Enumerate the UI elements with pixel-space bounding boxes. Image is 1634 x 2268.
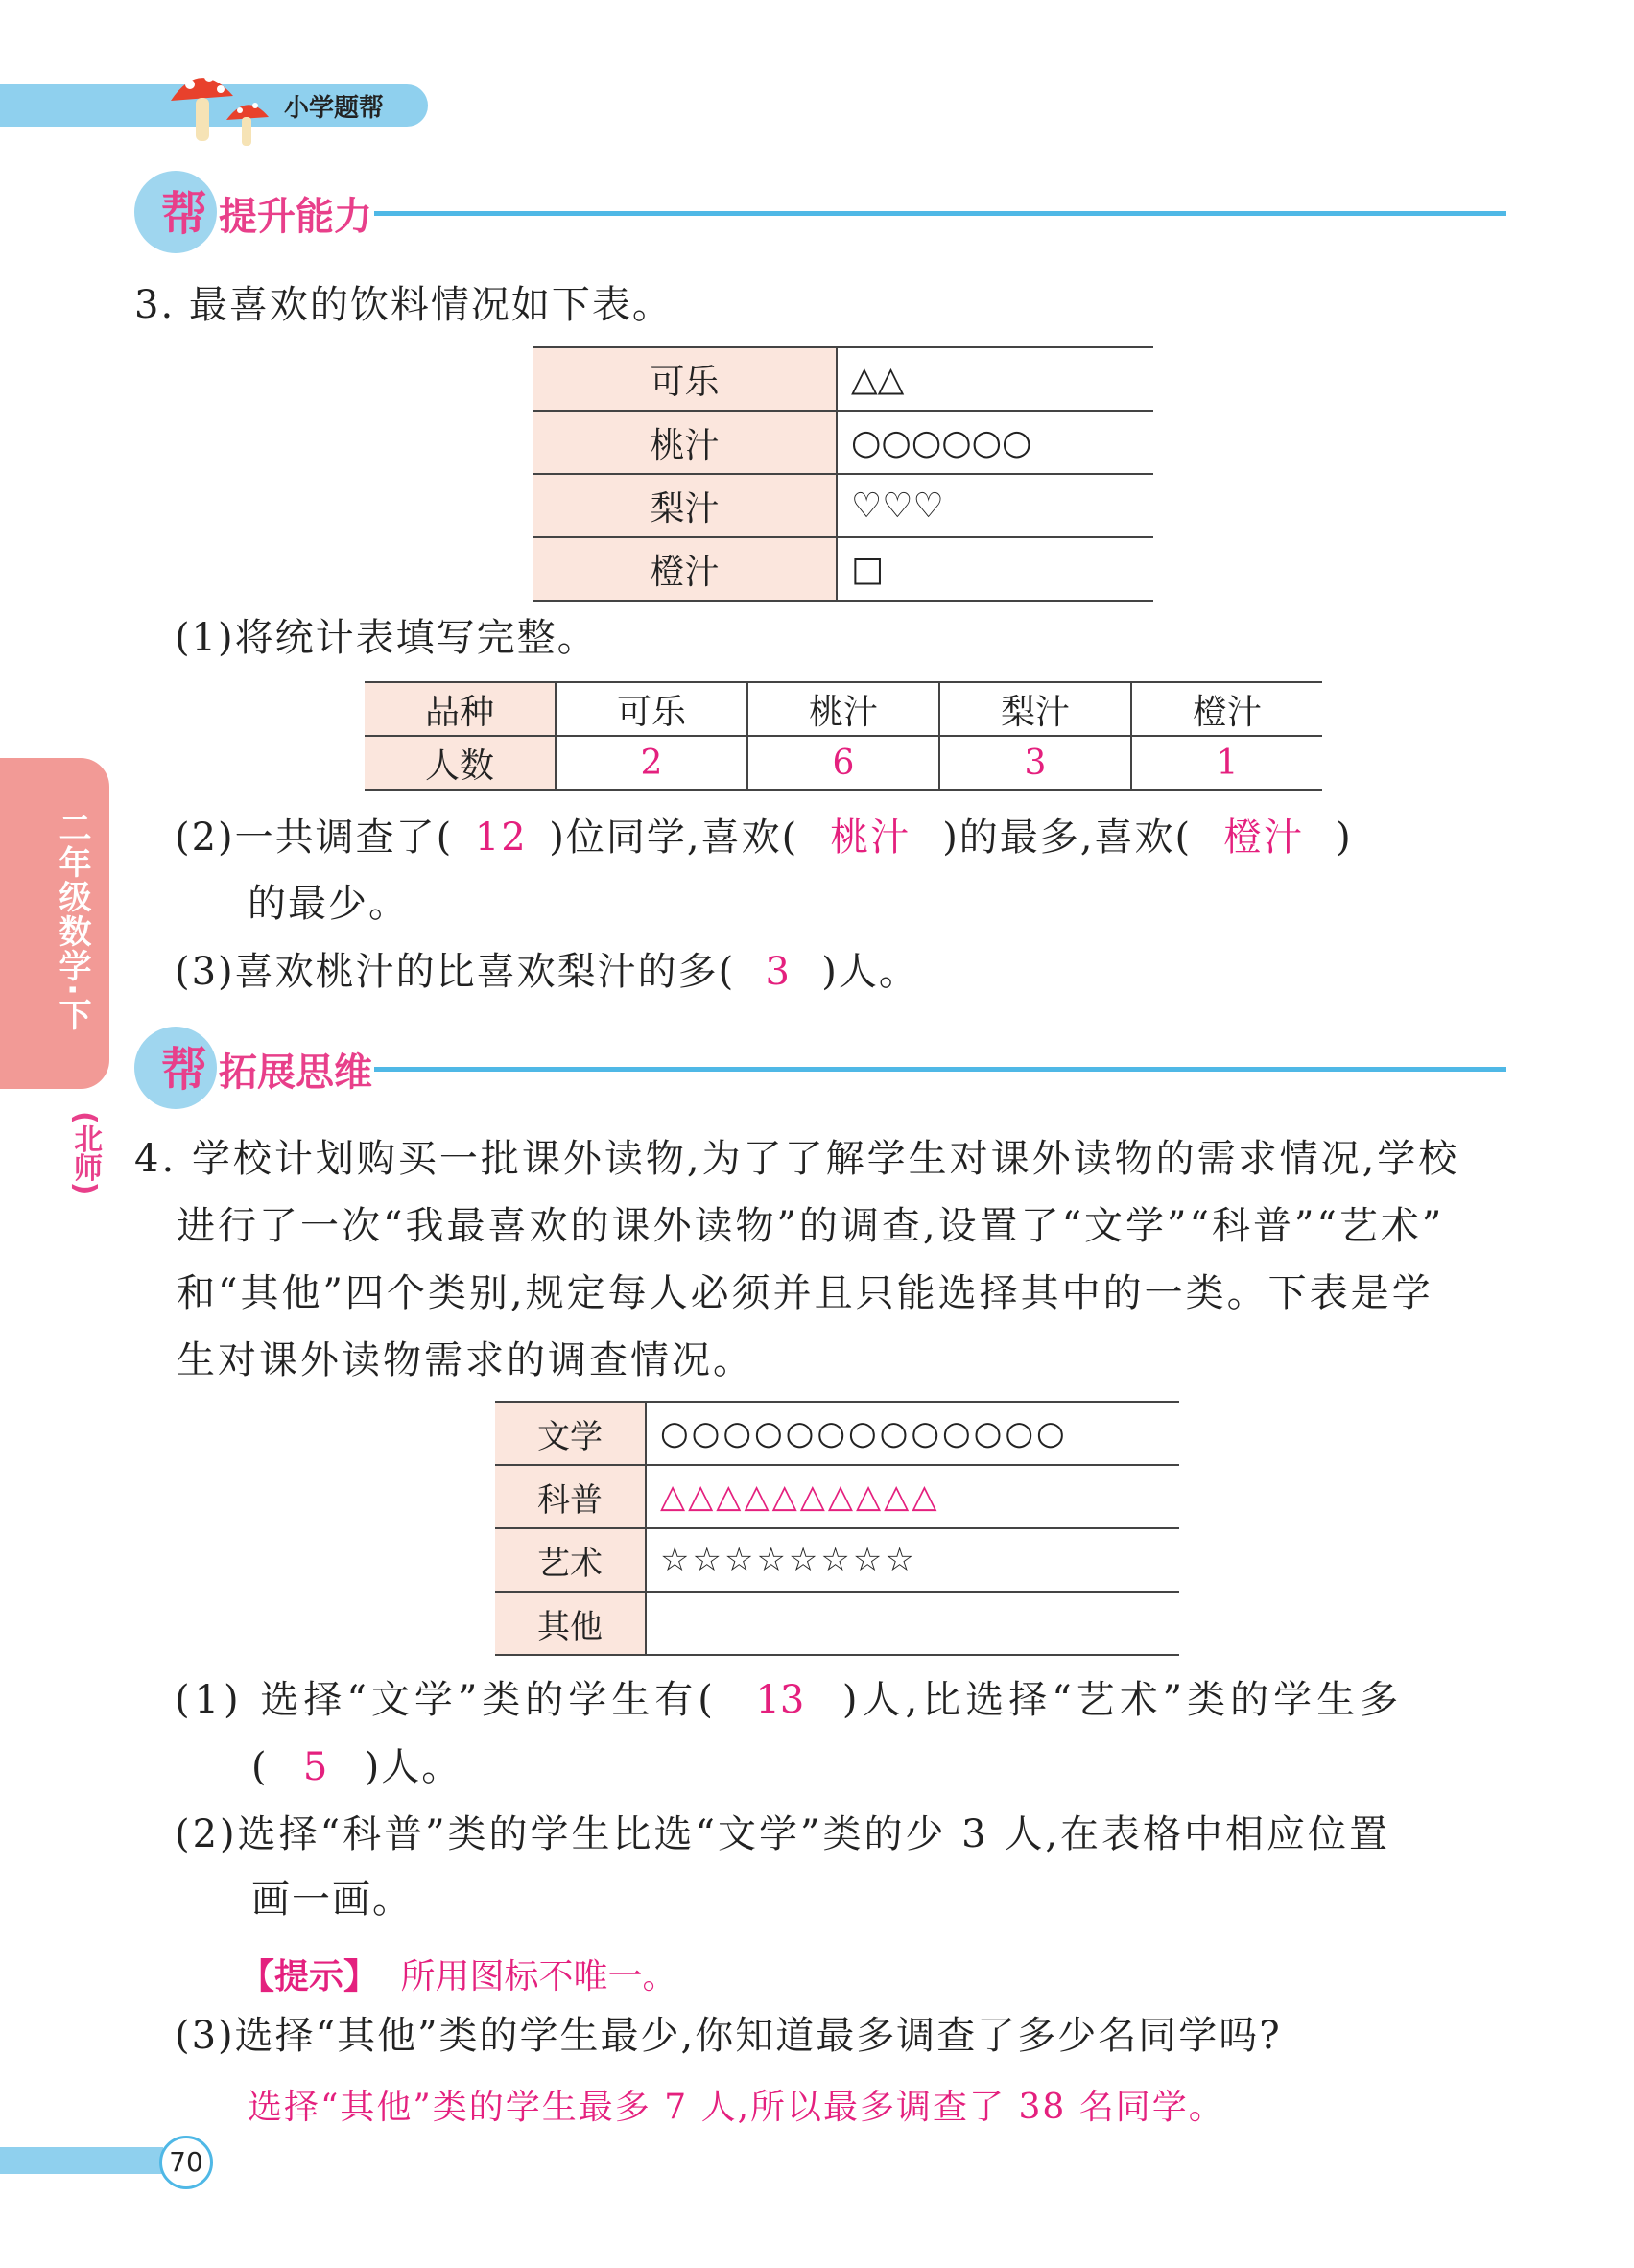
q3-part2-cont: 的最少。 [248, 882, 409, 926]
hint-text: 所用图标不唯一。 [400, 1957, 677, 1996]
row-symbols: ○○○○○○○○○○○○○ [646, 1402, 1179, 1465]
table-row [495, 1528, 1179, 1592]
category-cell: 橙汁 [1131, 682, 1322, 736]
text: )人。 [821, 950, 919, 994]
row-symbols [646, 1592, 1179, 1655]
q3-part1: (1)将统计表填写完整。 [175, 616, 598, 660]
section-header-extend [134, 1027, 1506, 1109]
q4-stem-line: 生对课外读物需求的调查情况。 [177, 1338, 754, 1382]
section-badge-text: 帮 [161, 187, 208, 241]
answer-total: 12 [474, 815, 528, 860]
category-cell: 梨汁 [939, 682, 1131, 736]
section-header-improve [134, 171, 1506, 253]
q4-hint [240, 1949, 676, 1998]
q3-part3 [175, 950, 919, 994]
grade-label: 二年级数学·下 [53, 811, 91, 1032]
q4-part3: (3)选择“其他”类的学生最少,你知道最多调查了多少名同学吗? [175, 2014, 1282, 2058]
row-label: 文学 [495, 1402, 646, 1465]
answer-difference: 3 [765, 950, 792, 994]
answer-most: 桃汁 [830, 815, 912, 860]
hint-label: 【提示】 [240, 1957, 379, 1996]
table-row [365, 736, 1322, 790]
row-label: 人数 [365, 736, 556, 790]
table-row [495, 1402, 1179, 1465]
table-row [533, 474, 1153, 537]
answer-least: 橙汁 [1223, 815, 1305, 860]
page-number: 70 [159, 2136, 213, 2189]
text: (2)一共调查了( [175, 815, 454, 860]
header-label: 品种 [365, 682, 556, 736]
row-symbols: □ [837, 537, 1153, 601]
answer-cell: 3 [939, 736, 1131, 790]
text: ( [251, 1745, 269, 1789]
row-label: 橙汁 [533, 537, 837, 601]
q3-count-table [365, 681, 1322, 791]
header-title: 小学题帮 [284, 94, 385, 123]
row-label: 可乐 [533, 347, 837, 411]
row-symbols: △△ [837, 347, 1153, 411]
text: )的最多,喜欢( [942, 815, 1193, 860]
row-label: 其他 [495, 1592, 646, 1655]
table-row [495, 1465, 1179, 1528]
row-symbols: ☆☆☆☆☆☆☆☆ [646, 1528, 1179, 1592]
answer-cell: 6 [747, 736, 939, 790]
row-symbols: ○○○○○○ [837, 411, 1153, 474]
table-row [365, 682, 1322, 736]
text: (1) 选择“文学”类的学生有( [175, 1678, 718, 1722]
section-title: 提升能力 [219, 195, 372, 239]
edition-label: (北师) [68, 1111, 102, 1195]
answer-more: 5 [302, 1745, 330, 1789]
category-cell: 桃汁 [747, 682, 939, 736]
q3-picture-table [533, 346, 1153, 602]
q3-stem: 3. 最喜欢的饮料情况如下表。 [134, 283, 673, 327]
q4-part3-answer: 选择“其他”类的学生最多 7 人,所以最多调查了 38 名同学。 [248, 2088, 1225, 2127]
table-row [533, 347, 1153, 411]
table-row [533, 537, 1153, 601]
row-label: 艺术 [495, 1528, 646, 1592]
text: )人。 [364, 1745, 462, 1789]
q4-stem-line: 4. 学校计划购买一批课外读物,为了了解学生对课外读物的需求情况,学校 [134, 1137, 1460, 1181]
text: ) [1336, 815, 1353, 860]
row-label: 梨汁 [533, 474, 837, 537]
mushroom-logo-icon [161, 58, 286, 149]
answer-cell: 1 [1131, 736, 1322, 790]
row-symbols-answer: △△△△△△△△△△ [646, 1465, 1179, 1528]
q4-stem-line: 和“其他”四个类别,规定每人必须并且只能选择其中的一类。下表是学 [177, 1271, 1433, 1315]
q3-part2 [175, 815, 1353, 860]
text: )位同学,喜欢( [549, 815, 799, 860]
q4-part1 [175, 1678, 1404, 1722]
category-cell: 可乐 [556, 682, 747, 736]
row-symbols: ♡♡♡ [837, 474, 1153, 537]
answer-cell: 2 [556, 736, 747, 790]
section-badge-text: 帮 [161, 1043, 208, 1097]
footer-band [0, 2147, 163, 2174]
q4-part1-cont [251, 1745, 462, 1789]
q4-part2-cont: 画一画。 [251, 1878, 413, 1922]
table-row [533, 411, 1153, 474]
row-label: 科普 [495, 1465, 646, 1528]
text: (3)喜欢桃汁的比喜欢梨汁的多( [175, 950, 736, 994]
q4-picture-table [495, 1401, 1179, 1656]
table-row [495, 1592, 1179, 1655]
q4-stem-line: 进行了一次“我最喜欢的课外读物”的调查,设置了“文学”“科普”“艺术” [177, 1204, 1445, 1248]
answer-literature: 13 [755, 1678, 805, 1722]
section-divider [374, 1067, 1506, 1072]
q4-part2: (2)选择“科普”类的学生比选“文学”类的少 3 人,在表格中相应位置 [175, 1812, 1391, 1856]
section-divider [374, 211, 1506, 216]
row-label: 桃汁 [533, 411, 837, 474]
section-title: 拓展思维 [219, 1051, 372, 1095]
text: )人,比选择“艺术”类的学生多 [841, 1678, 1404, 1722]
